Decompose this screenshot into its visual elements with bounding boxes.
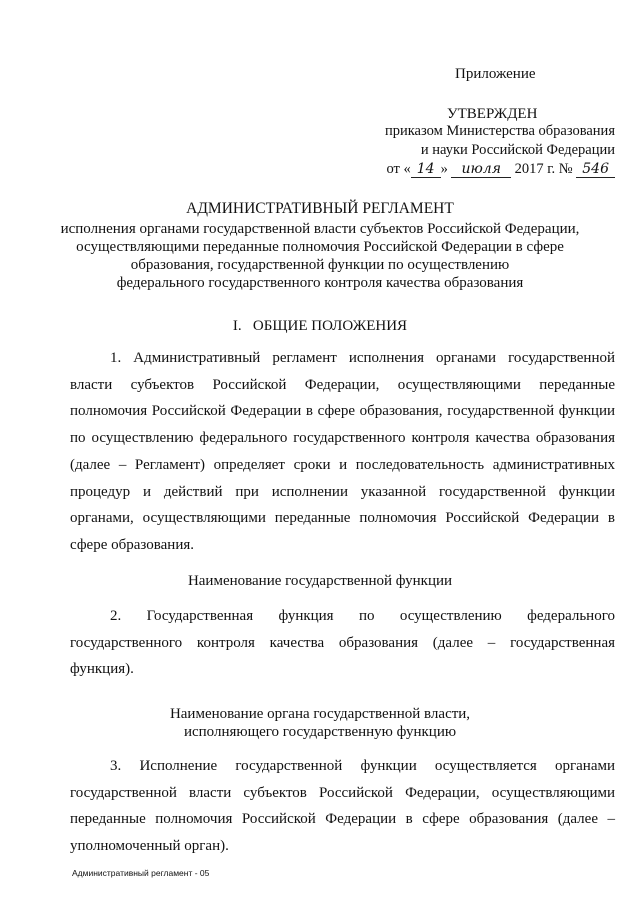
paragraph-2-text: 2. Государственная функция по осуществлению федерального государственного контроля качества образования (далее – государственная функция). (70, 608, 615, 678)
paragraph-1 (70, 345, 615, 559)
title-main: АДМИНИСТРАТИВНЫЙ РЕГЛАМЕНТ (186, 200, 454, 217)
regulation-title (0, 200, 640, 292)
approval-date-line (385, 160, 615, 179)
title-line2: осуществляющими переданные полномочия Российской Федерации в сфере (76, 239, 564, 255)
title-line3: образования, государственной функции по осуществлению (130, 257, 510, 273)
subsection-heading-authority-line2: исполняющего государственную функцию (183, 724, 457, 740)
subsection-heading-authority (0, 705, 640, 741)
title-line1: исполнения органами государственной власти субъектов Российской Федерации, (60, 221, 580, 237)
date-month: июля (451, 161, 511, 178)
subsection-heading-function-name: Наименование государственной функции (187, 573, 453, 589)
paragraph-2 (70, 603, 615, 683)
paragraph-3 (70, 753, 615, 860)
subsection-heading-authority-line1: Наименование органа государственной власти, (169, 706, 471, 722)
number-label: № (558, 161, 573, 177)
approval-order-line2: и науки Российской Федерации (420, 142, 615, 158)
date-prefix: от « (386, 161, 411, 177)
approval-order-line1: приказом Министерства образования (384, 123, 615, 139)
date-year: 2017 г. (514, 161, 556, 177)
section-heading-general: I. ОБЩИЕ ПОЛОЖЕНИЯ (232, 318, 408, 334)
paragraph-3-text: 3. Исполнение государственной функции осуществляется органами государственной власти субъектов Российской Федерации, осуществляющими переданные полномочия Российской Федерации в сфере образования (далее – уполномоченный орган). (70, 758, 615, 855)
order-number: 546 (576, 161, 615, 178)
date-day: 14 (411, 161, 441, 178)
page-footer: Административный регламент - 05 (72, 868, 210, 878)
date-mid: » (440, 161, 448, 177)
title-line4: федерального государственного контроля качества образования (116, 275, 524, 291)
appendix-label: Приложение (455, 66, 536, 82)
approval-block (385, 122, 615, 179)
approved-label: УТВЕРЖДЕН (447, 106, 538, 122)
paragraph-1-text: 1. Административный регламент исполнения органами государственной власти субъектов Российской Федерации, осуществляющими переданные полномочия Российской Федерации в сфере образования, государственной функции по осуществлению федерального государственного контроля качества образования (далее – Регламент) определяет сроки и последовательность административных процедур и действий при исполнении указанной государственной функции органами, осуществляющими переданные полномочия Российской Федерации в сфере образования. (70, 350, 615, 553)
